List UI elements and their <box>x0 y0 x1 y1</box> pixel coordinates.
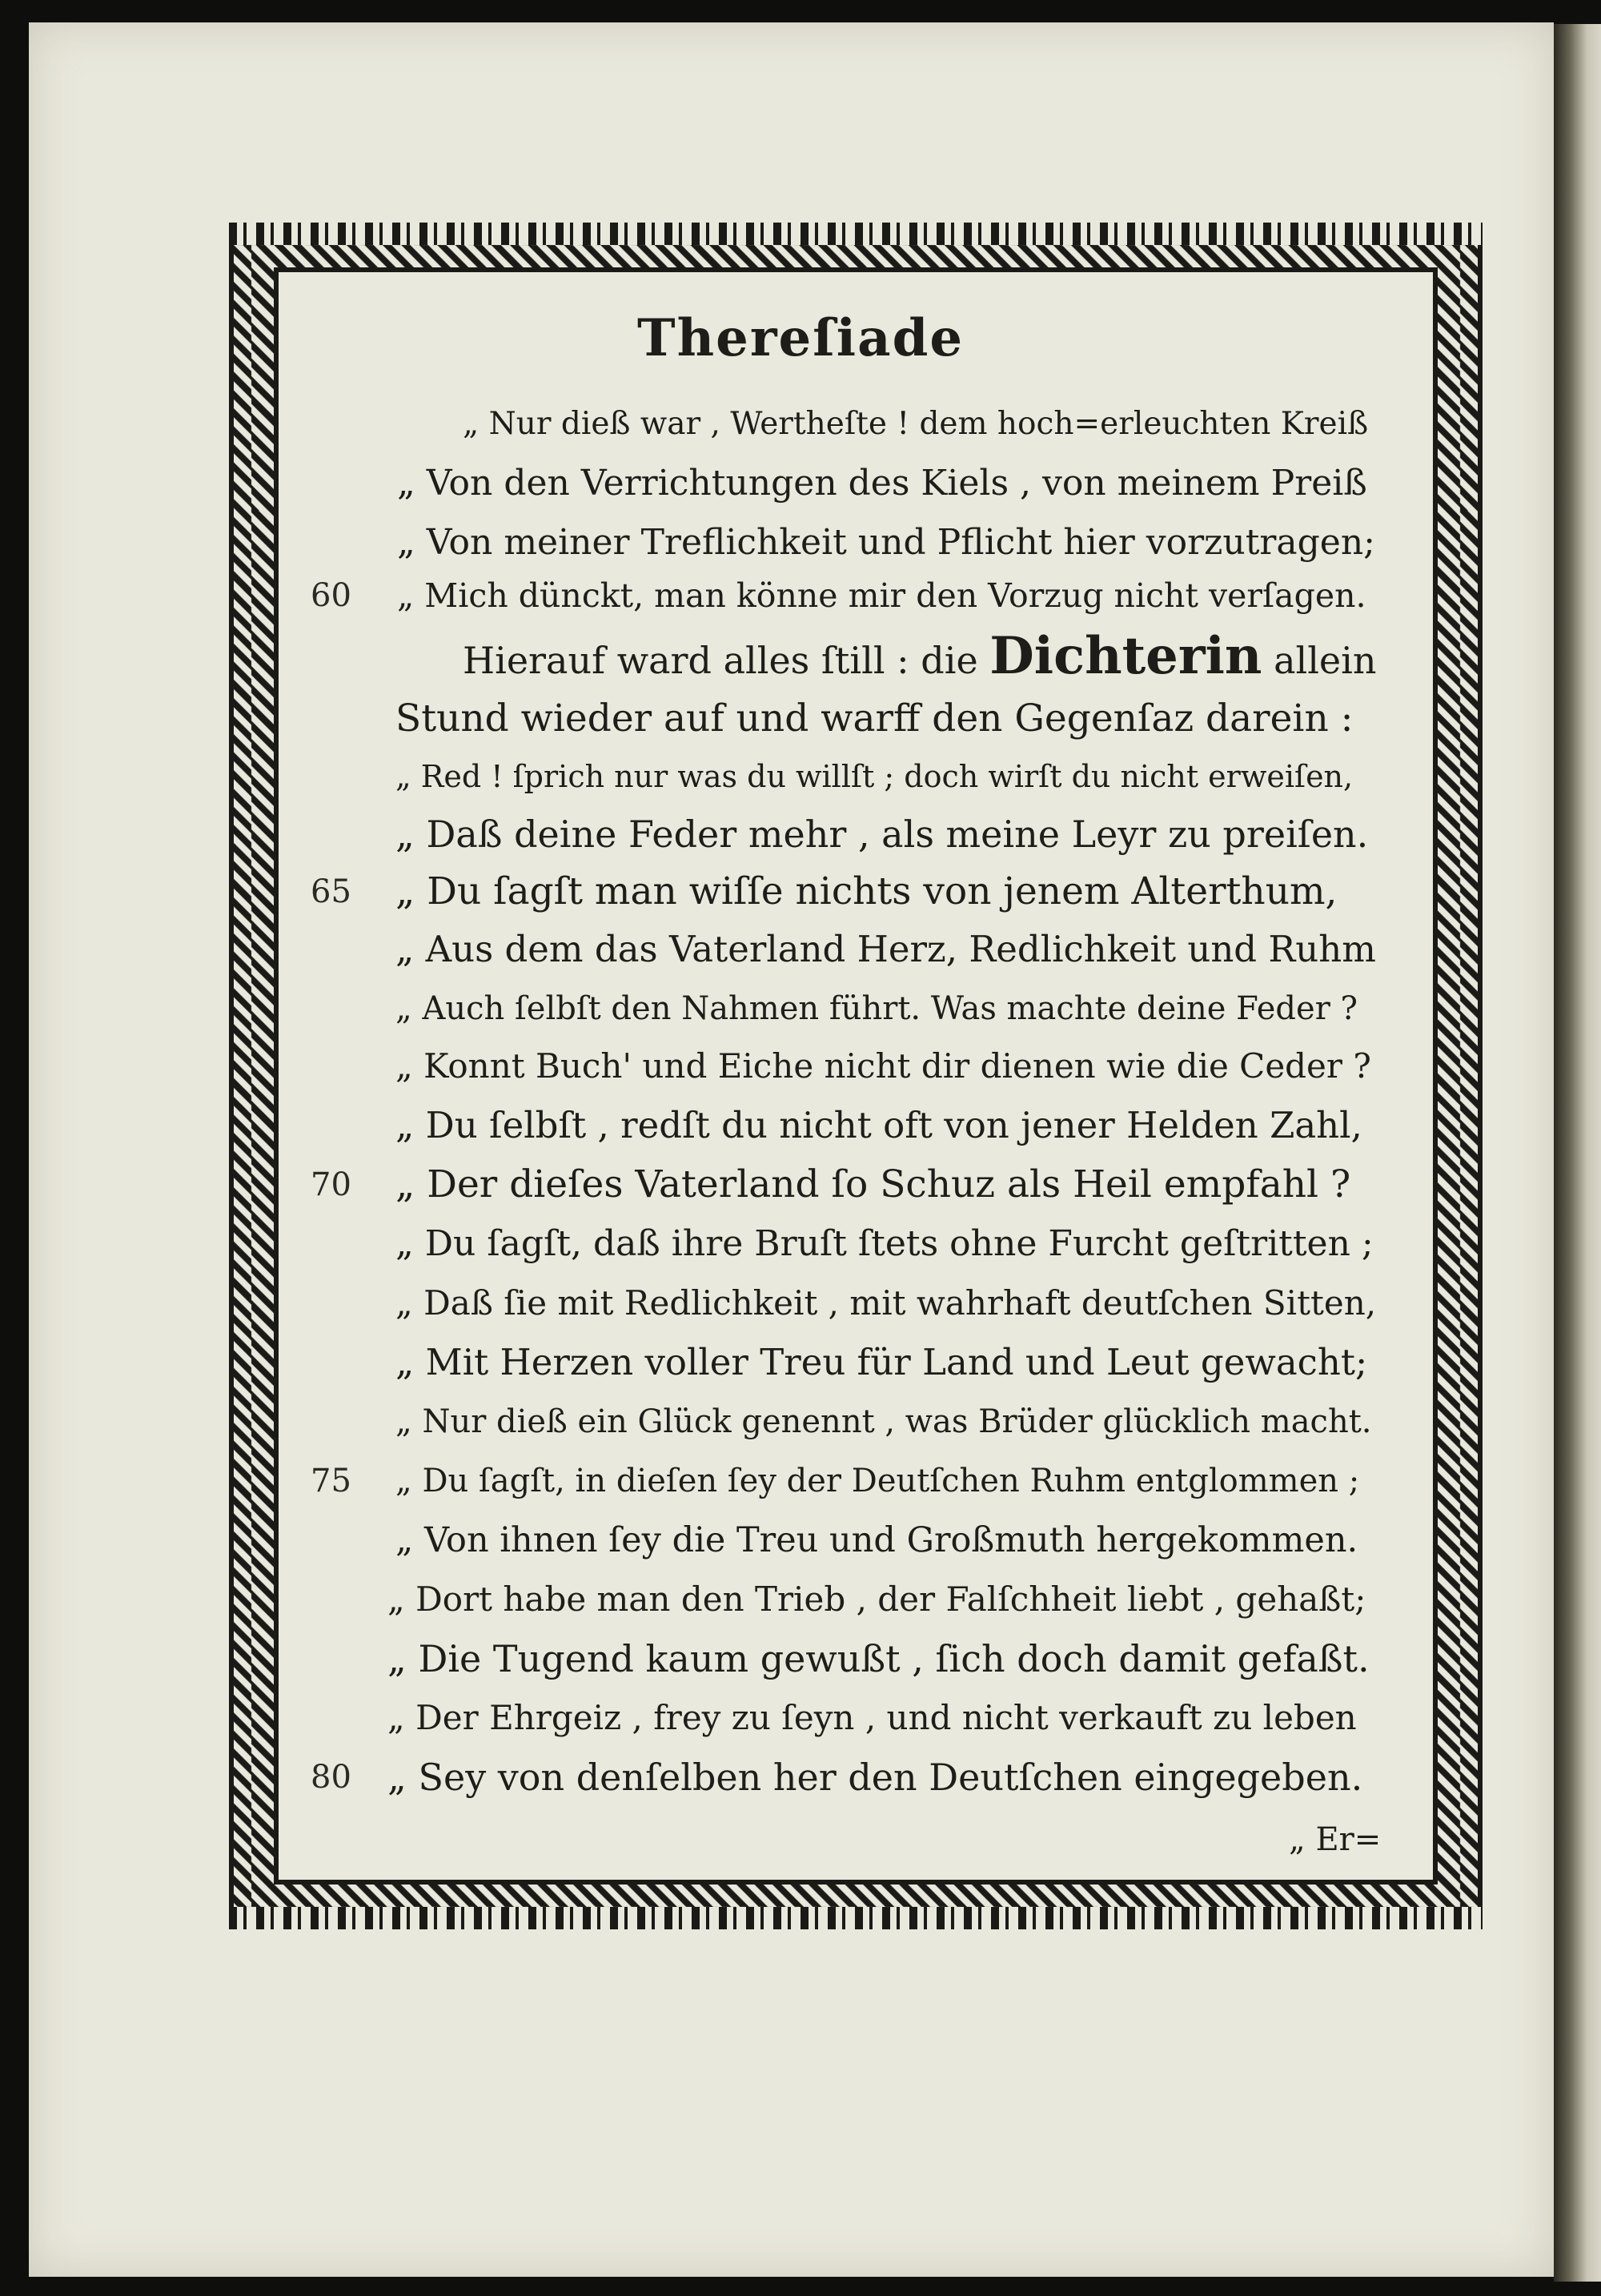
verse-line: „ Nur dieß war , Wertheſte ! dem hoch=erleuchten Kreiß <box>463 406 1369 442</box>
verse-line: „ Die Tugend kaum gewußt , ſich doch damit gefaßt. <box>387 1637 1370 1680</box>
line-number: 75 <box>311 1463 351 1499</box>
verse-line: „ Du ſagſt man wiſſe nichts von jenem Alterthum, <box>395 869 1338 913</box>
line-number: 60 <box>311 577 351 614</box>
verse-line: „ Red ! ſprich nur was du willſt ; doch wirſt du nicht erweiſen, <box>395 759 1354 794</box>
verse-line: „ Von meiner Treflichkeit und Pflicht hier vorzutragen; <box>397 522 1376 563</box>
verse-line: „ Der dieſes Vaterland ſo Schuz als Heil empfahl ? <box>395 1162 1351 1206</box>
verse-line: „ Dort habe man den Trieb , der Falſchheit liebt , gehaßt; <box>387 1580 1366 1619</box>
verse-line: „ Von ihnen ſey die Treu und Großmuth hergekommen. <box>395 1520 1358 1560</box>
catchword: „ Er= <box>1289 1821 1382 1858</box>
verse-line: „ Konnt Buch' und Eiche nicht dir dienen wie die Ceder ? <box>395 1046 1371 1086</box>
verse-line: „ Auch ſelbſt den Nahmen führt. Was machte deine Feder ? <box>395 990 1358 1027</box>
verse-line-post: allein <box>1262 639 1377 682</box>
verse-line: „ Du ſagſt, daß ihre Bruſt ſtets ohne Furcht geſtritten ; <box>395 1223 1374 1264</box>
verse-line: „ Du ſagſt, in dieſen ſey der Deutſchen Ruhm entglommen ; <box>395 1463 1360 1499</box>
line-number: 65 <box>311 873 351 910</box>
verse-line: „ Daß deine Feder mehr , als meine Leyr zu preiſen. <box>395 813 1369 856</box>
verse-line-emphasis: Dichterin <box>989 626 1262 686</box>
verse-line: „ Sey von denſelben her den Deutſchen eingegeben. <box>387 1756 1363 1799</box>
line-number: 80 <box>311 1759 351 1796</box>
verse-line-pre: Hierauf ward alles ſtill : die <box>463 639 990 682</box>
verse-line: „ Nur dieß ein Glück genennt , was Brüder glücklich macht. <box>395 1403 1372 1440</box>
verse-line <box>463 626 1377 686</box>
verse-line: „ Mit Herzen voller Treu für Land und Leut gewacht; <box>395 1341 1368 1383</box>
line-number: 70 <box>311 1166 351 1203</box>
page-title: Thereſiade <box>636 308 965 368</box>
verse-line: „ Daß ſie mit Redlichkeit , mit wahrhaft deutſchen Sitten, <box>395 1283 1377 1323</box>
verse-line: „ Der Ehrgeiz , frey zu ſeyn , und nicht verkauft zu leben <box>387 1698 1357 1737</box>
verse-line: „ Mich dünckt, man könne mir den Vorzug nicht verſagen. <box>397 576 1366 615</box>
verse-line: „ Du ſelbſt , redſt du nicht oft von jener Helden Zahl, <box>395 1104 1362 1146</box>
verse-line: „ Aus dem das Vaterland Herz, Redlichkeit und Ruhm <box>395 928 1376 970</box>
verse-line: „ Von den Verrichtungen des Kiels , von meinem Preiß <box>397 463 1367 504</box>
verse-line: Stund wieder auf und warff den Gegenſaz darein : <box>395 696 1354 741</box>
